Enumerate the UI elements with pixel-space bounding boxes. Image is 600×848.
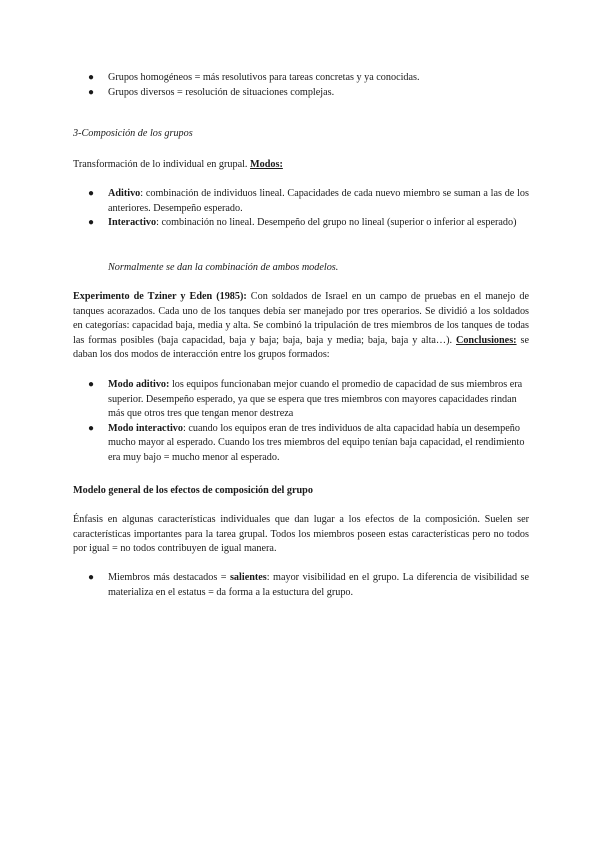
list-item: ● Aditivo: combinación de individuos lineal. Capacidades de cada nuevo miembro se suman a las de los anteriores. Desempeño esperado.: [88, 188, 529, 214]
bullet-icon: ●: [88, 72, 95, 83]
list-item: ● Miembros más destacados = salientes: mayor visibilidad en el grupo. La diferencia de visibilidad se materializa en el estatus = da forma a la estuctura del grupo.: [88, 572, 529, 598]
note-text: Normalmente se dan la combinación de ambos modelos.: [108, 262, 339, 273]
bullet-icon: ●: [88, 86, 95, 98]
bullet-icon: ●: [88, 422, 95, 434]
section-intro: Transformación de lo individual en grupal. Modos:: [73, 159, 283, 170]
model-paragraph: Énfasis en algunas características individuales que dan lugar a los efectos de la composición. Suelen ser características importantes para la tarea grupal. Todos los miembros poseen estas características pero no todos por igual = no todos contribuyen de igual manera.: [73, 514, 529, 555]
bullet-icon: ●: [88, 188, 95, 199]
section-heading: 3-Composición de los grupos: [73, 128, 193, 139]
experiment-paragraph: Experimento de Tziner y Eden (1985): Con soldados de Israel en un campo de pruebas en el manejo de tanques acorazados. Cada uno de los tanques debía ser manejado por tres operarios. Se dividió a los soldados en categorías: capacidad baja, media y alta. Se combinó la tripulación de tres miembros de los tanques de todas las formas posibles (baja capacidad, baja y baja; baja, baja y media; baja, baja y alta…). Conclusiones: se daban los dos modos de interacción entre los grupos formados:: [73, 291, 529, 361]
modes-list: [73, 187, 529, 231]
bullet-icon: ●: [88, 572, 95, 583]
list-item: ● Grupos homogéneos = más resolutivos para tareas concretas y ya conocidas.: [73, 71, 529, 86]
bullet-icon: ●: [88, 379, 95, 390]
intro-bullet-list: [73, 71, 529, 100]
bullet-icon: ●: [88, 217, 95, 229]
model-bullet-list: [73, 571, 529, 600]
model-heading: Modelo general de los efectos de composición del grupo: [73, 485, 313, 496]
experiment-bullet-list: [73, 378, 529, 466]
list-item: ● Modo interactivo: cuando los equipos eran de tres individuos de alta capacidad había un desempeño mucho mayor al esperado. Cuando los tres miembros del equipo tenían baja capacidad, el rendimiento era muy bajo = mucho menor al esperado.: [88, 422, 525, 463]
list-item: ● Interactivo: combinación no lineal. Desempeño del grupo no lineal (superior o inferior al esperado): [73, 216, 529, 231]
list-item: ● Grupos diversos = resolución de situaciones complejas.: [73, 86, 529, 101]
list-item: ● Modo aditivo: los equipos funcionaban mejor cuando el promedio de capacidad de sus miembros era superior. Desempeño esperado, ya que se espera que tres miembros con mayores capacidades rindan más que otros tres que tengan menor destreza: [88, 379, 523, 420]
